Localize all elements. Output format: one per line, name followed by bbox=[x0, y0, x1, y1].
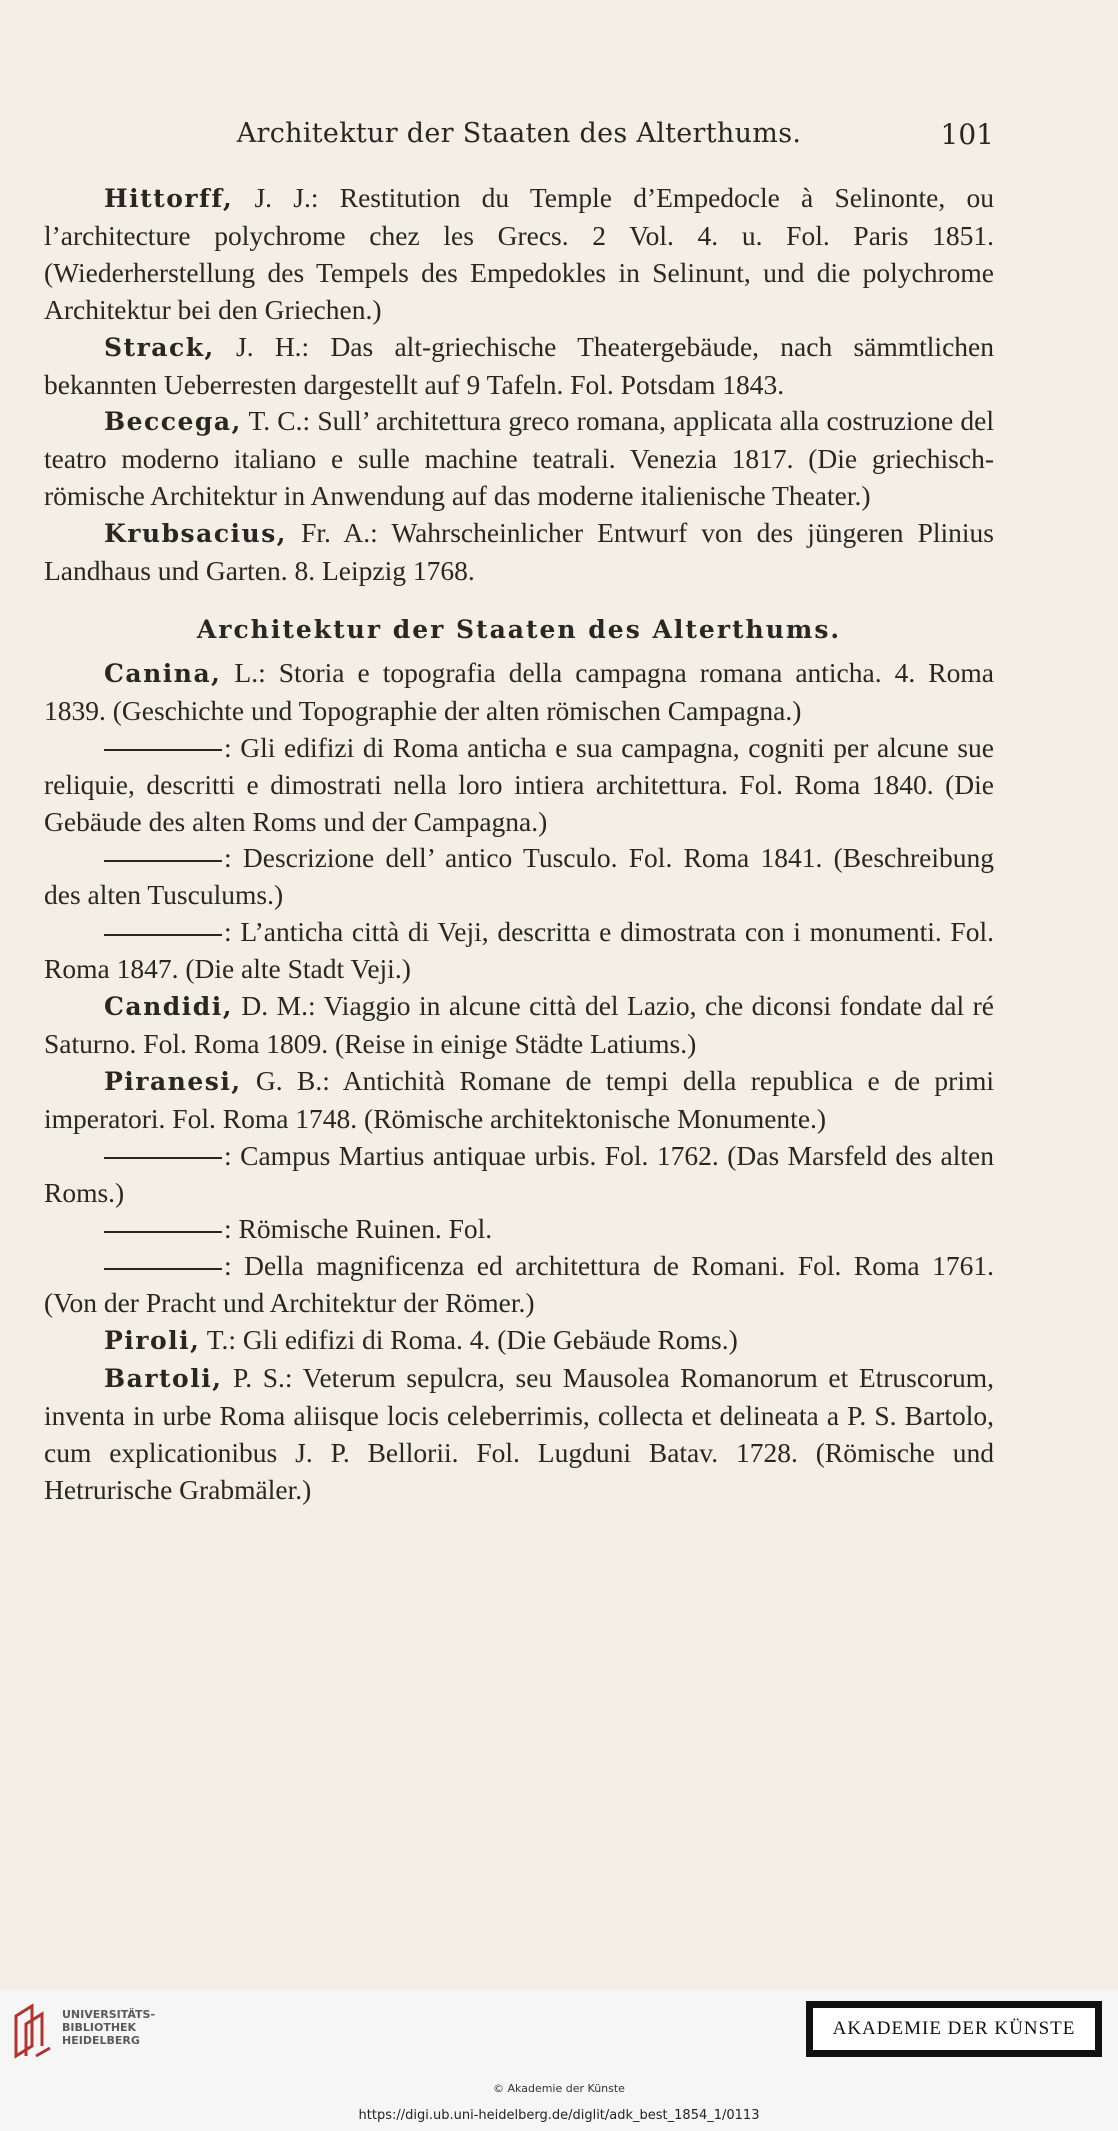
entry-author: Krubsacius, bbox=[104, 519, 288, 549]
entry-text: L.: Storia e topografia della campagna romana anticha. 4. Roma 1839. (Geschichte und Topographie der alten römischen Campagna.) bbox=[44, 656, 994, 726]
bibliography-entry bbox=[44, 988, 994, 1063]
bibliography-entry bbox=[44, 914, 994, 988]
adk-logo[interactable] bbox=[806, 2001, 1102, 2057]
bibliography-entry bbox=[44, 840, 994, 914]
running-title: Architektur der Staaten des Alterthums. bbox=[236, 118, 802, 149]
entry-text: : Gli edifizi di Roma anticha e sua campagna, cogniti per alcune sue reliquie, descritti e dimostrati nella loro intiera architettura. Fol. Roma 1840. (Die Gebäude des alten Roms und der Campagna.) bbox=[44, 731, 994, 837]
viewer-footer bbox=[0, 1990, 1118, 2131]
permalink-url[interactable]: https://digi.ub.uni-heidelberg.de/diglit/adk_best_1854_1/0113 bbox=[358, 2108, 760, 2123]
bibliography-entry bbox=[44, 1360, 994, 1509]
bibliography-entry bbox=[44, 515, 994, 590]
page-number: 101 bbox=[940, 118, 994, 151]
running-header bbox=[44, 118, 994, 158]
bibliography-entry bbox=[44, 730, 994, 841]
entry-text: : Campus Martius antiquae urbis. Fol. 1762. (Das Marsfeld des alten Roms.) bbox=[44, 1139, 994, 1208]
bibliography-entry bbox=[44, 1248, 994, 1322]
entry-author: Bartoli, bbox=[104, 1364, 223, 1394]
entry-author: Candidi, bbox=[104, 992, 233, 1022]
logo-line-2: BIBLIOTHEK bbox=[62, 2021, 137, 2034]
bibliography-entry bbox=[44, 1138, 994, 1212]
entry-author: Canina, bbox=[104, 658, 222, 688]
entry-text: : Descrizione dell’ antico Tusculo. Fol. Roma 1841. (Beschreibung des alten Tusculums.) bbox=[44, 842, 994, 911]
logo-line-1: UNIVERSITÄTS- bbox=[62, 2008, 156, 2021]
entries-section bbox=[44, 655, 994, 1509]
entry-text: T.: Gli edifizi di Roma. 4. (Die Gebäude Roms.) bbox=[200, 1324, 738, 1356]
ditto-dash bbox=[104, 1231, 222, 1233]
ditto-dash bbox=[104, 1157, 222, 1159]
entry-text: J. H.: Das alt-griechische Theatergebäude, nach sämmtlichen bekannten Ueberresten dargestellt auf 9 Tafeln. Fol. Potsdam 1843. bbox=[44, 330, 994, 400]
entry-author: Piranesi, bbox=[104, 1066, 242, 1096]
entry-author: Piroli, bbox=[104, 1326, 201, 1356]
library-logo-icon bbox=[12, 2002, 54, 2060]
entry-author: Hittorff, bbox=[104, 184, 234, 213]
section-title: Architektur der Staaten des Alterthums. bbox=[196, 614, 842, 644]
entry-author: Beccega, bbox=[104, 407, 242, 437]
bibliography-entry bbox=[44, 1322, 994, 1360]
adk-label: AKADEMIE DER KÜNSTE bbox=[813, 2008, 1095, 2050]
logo-text bbox=[62, 2008, 155, 2047]
ditto-dash bbox=[104, 860, 222, 862]
entries-top bbox=[44, 180, 994, 590]
entry-text: : Della magnificenza ed architettura de Romani. Fol. Roma 1761. (Von der Pracht und Architektur der Römer.) bbox=[44, 1250, 994, 1319]
copyright-notice: © Akademie der Künste bbox=[493, 2082, 625, 2095]
entry-text: P. S.: Veterum sepulcra, seu Mausolea Romanorum et Etruscorum, inventa in urbe Roma aliisque locis celeberrimis, collecta et delineata a P. S. Bartolo, cum explicationibus J. P. Bellorii. Fol. Lugduni Batav. 1728. (Römische und Hetrurische Grabmäler.) bbox=[44, 1362, 994, 1505]
bibliography-entry bbox=[44, 655, 994, 730]
entry-text: : Römische Ruinen. Fol. bbox=[224, 1213, 493, 1245]
entry-text: D. M.: Viaggio in alcune città del Lazio, che diconsi fondate dal ré Saturno. Fol. Roma 1809. (Reise in einige Städte Latiums.) bbox=[44, 990, 994, 1059]
ub-heidelberg-logo[interactable] bbox=[12, 2002, 162, 2062]
bibliography-entry bbox=[44, 1211, 994, 1248]
entry-author: Strack, bbox=[104, 332, 215, 362]
entry-text: T. C.: Sull’ architettura greco romana, applicata alla costruzione del teatro moderno italiano e sulle machine teatrali. Venezia 1817. (Die griechisch-römische Architektur in Anwendung auf das moderne italienische Theater.) bbox=[44, 405, 994, 512]
bibliography-entry bbox=[44, 1063, 994, 1138]
logo-line-3: HEIDELBERG bbox=[62, 2034, 140, 2047]
ditto-dash bbox=[104, 934, 222, 936]
bibliography-entry bbox=[44, 180, 994, 329]
bibliography-entry bbox=[44, 403, 994, 515]
entry-text: J. J.: Restitution du Temple d’Empedocle à Selinonte, ou l’architecture polychrome chez les Grecs. 2 Vol. 4. u. Fol. Paris 1851. (Wiederherstellung des Tempels des Empedokles in Selinunt, und die polychrome Architektur bei den Griechen.) bbox=[44, 182, 994, 325]
ditto-dash bbox=[104, 749, 222, 751]
entry-text: G. B.: Antichità Romane de tempi della republica e de primi imperatori. Fol. Roma 1748. (Römische architektonische Monumente.) bbox=[44, 1064, 994, 1134]
bibliography-entry bbox=[44, 329, 994, 404]
ditto-dash bbox=[104, 1268, 222, 1270]
entry-text: Fr. A.: Wahrscheinlicher Entwurf von des jüngeren Plinius Landhaus und Garten. 8. Leipzig 1768. bbox=[44, 517, 994, 587]
body-text bbox=[44, 180, 994, 1509]
entry-text: : L’anticha città di Veji, descritta e dimostrata con i monumenti. Fol. Roma 1847. (Die alte Stadt Veji.) bbox=[44, 916, 994, 985]
